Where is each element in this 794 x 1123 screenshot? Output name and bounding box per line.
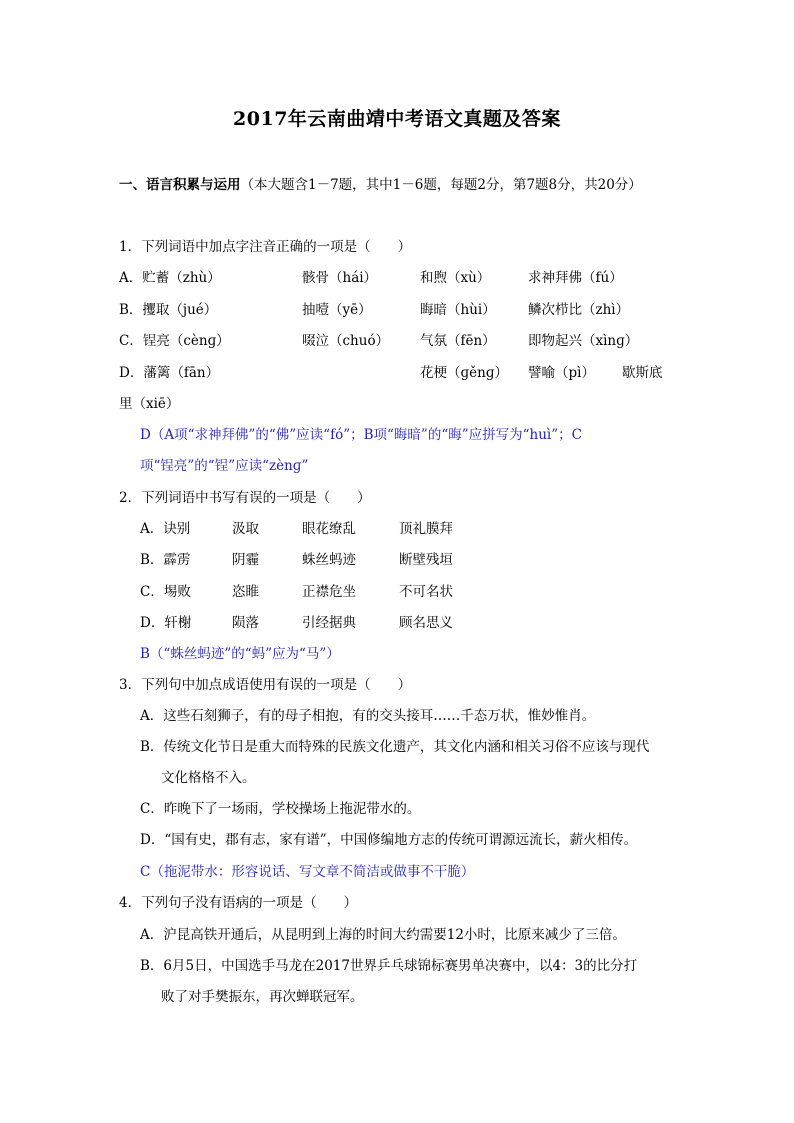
q2-option-b-4: 断壁残垣 — [399, 552, 453, 568]
section-heading-desc: （本大题含1－7题，其中1－6题，每题2分，第7题8分，共20分） — [240, 177, 642, 193]
q1-option-d-2: 花梗（ɡěnɡ） — [420, 365, 508, 381]
q1-answer-line-1: D（A项“求神拜佛”的“佛”应读“fó”；B项“晦暗”的“晦”应拼写为“huì”；C — [140, 427, 582, 443]
q2-option-a-3: 眼花缭乱 — [302, 521, 356, 537]
q1-option-d-3: 譬喻（pì） — [528, 365, 595, 381]
q4-option-b-line-1: B．6月5日，中国选手马龙在2017世界乒乓球锦标赛男单决赛中，以4：3的比分打 — [140, 958, 638, 974]
q1-answer-line-2: 项“锃亮”的“锃”应读“zènɡ” — [140, 458, 309, 474]
q2-option-c-1: C．埸败 — [140, 584, 191, 600]
q2-option-b-2: 阴霾 — [232, 552, 259, 568]
q1-option-b-2: 抽噎（yē） — [302, 302, 372, 318]
q2-option-b-3: 蛛丝蚂迹 — [302, 552, 356, 568]
q3-option-a: A．这些石刻狮子，有的母子相抱，有的交头接耳……千态万状，惟妙惟肖。 — [140, 708, 596, 724]
q1-stem: 1．下列词语中加点字注音正确的一项是（ ） — [119, 239, 412, 255]
q1-option-a-2: 骸骨（hái） — [302, 270, 378, 286]
q2-option-d-2: 陨落 — [232, 615, 259, 631]
q1-option-c-4: 即物起兴（xìnɡ） — [528, 333, 639, 349]
q3-stem: 3．下列句中加点成语使用有误的一项是（ ） — [119, 677, 412, 693]
q1-option-a-4: 求神拜佛（fú） — [528, 270, 623, 286]
q1-option-d-4: 歇斯底 — [622, 365, 663, 381]
q2-option-c-3: 正襟危坐 — [302, 584, 356, 600]
q3-option-b-line-1: B．传统文化节日是重大而特殊的民族文化遗产，其文化内涵和相关习俗不应该与现代 — [140, 739, 650, 755]
q1-option-c-1: C．锃亮（cènɡ） — [119, 333, 230, 349]
q1-option-d-continued: 里（xiē） — [119, 396, 180, 412]
q2-option-d-1: D．轩榭 — [140, 615, 192, 631]
document-title: 2017年云南曲靖中考语文真题及答案 — [233, 108, 561, 130]
q2-option-a-4: 顶礼膜拜 — [399, 521, 453, 537]
q4-stem: 4．下列句子没有语病的一项是（ ） — [119, 895, 358, 911]
q1-option-b-3: 晦暗（hùi） — [420, 302, 496, 318]
q1-option-c-2: 啜泣（chuó） — [302, 333, 390, 349]
q1-option-b-1: B．攫取（jué） — [119, 302, 218, 318]
q2-option-c-4: 不可名状 — [399, 584, 453, 600]
q2-option-d-3: 引经据典 — [302, 615, 356, 631]
q2-stem: 2．下列词语中书写有误的一项是（ ） — [119, 490, 371, 506]
q1-option-c-3: 气氛（fēn） — [420, 333, 496, 349]
q3-option-b-line-2: 文化格格不入。 — [161, 770, 256, 786]
q2-option-d-4: 顾名思义 — [399, 615, 453, 631]
q1-option-b-4: 鳞次栉比（zhì） — [528, 302, 630, 318]
q3-option-c: C．昨晚下了一场雨，学校操场上拖泥带水的。 — [140, 801, 421, 817]
q2-option-b-1: B．霹雳 — [140, 552, 191, 568]
q2-option-a-2: 汲取 — [232, 521, 259, 537]
q4-option-b-line-2: 败了对手樊振东，再次蝉联冠军。 — [161, 989, 364, 1005]
q1-option-d-1: D．藩篱（fān） — [119, 365, 220, 381]
section-heading-label: 一、语言积累与运用 — [119, 177, 241, 193]
q1-option-a-1: A．贮蓄（zhù） — [119, 270, 221, 286]
section-heading — [119, 176, 642, 194]
q1-option-a-3: 和煦（xù） — [420, 270, 491, 286]
q4-option-a: A．沪昆高铁开通后，从昆明到上海的时间大约需要12小时，比原来减少了三倍。 — [140, 927, 626, 943]
q2-answer: B（“蛛丝蚂迹”的“蚂”应为“马”） — [140, 646, 340, 662]
q3-option-d: D．“国有史，郡有志，家有谱”，中国修编地方志的传统可谓源远流长，薪火相传。 — [140, 832, 638, 848]
q2-option-c-2: 恣睢 — [232, 584, 259, 600]
q3-answer: C（拖泥带水：形容说话、写文章不简洁或做事不干脆） — [140, 864, 475, 880]
q2-option-a-1: A．诀别 — [140, 521, 191, 537]
